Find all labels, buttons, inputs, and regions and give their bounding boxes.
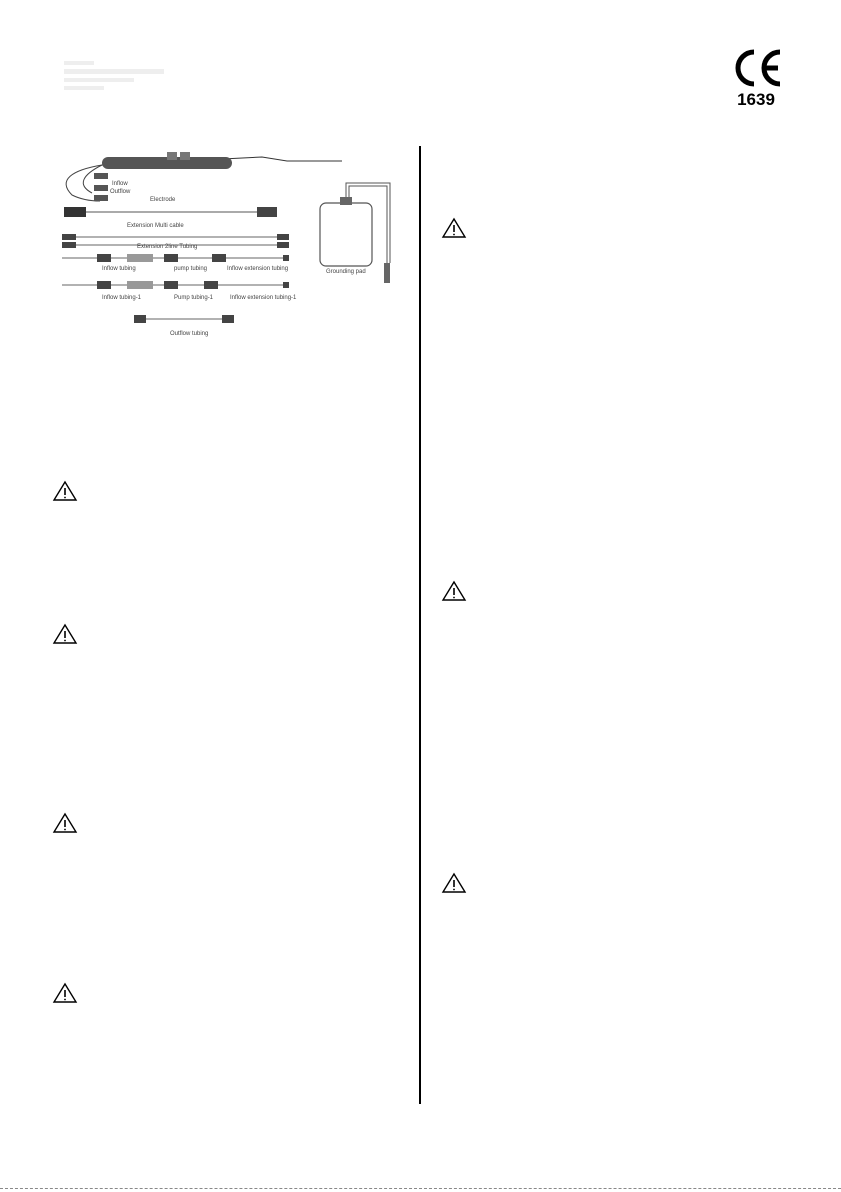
- label-outflow: Outflow: [110, 189, 131, 195]
- label-outflow-tubing: Outflow tubing: [170, 331, 209, 337]
- components-figure: [52, 135, 402, 350]
- label-inflow-tubing-1: Inflow tubing-1: [102, 295, 142, 301]
- inflow-tubing-row-illustration: [62, 254, 289, 262]
- warning-triangle-icon: [52, 480, 78, 502]
- extension-multi-cable-illustration: [64, 207, 277, 217]
- warning-triangle-icon: [52, 982, 78, 1004]
- warning-triangle-icon: [52, 812, 78, 834]
- warning-triangle-icon: [441, 217, 467, 239]
- bottom-page-edge: [0, 1188, 841, 1189]
- label-inflow-tubing: Inflow tubing: [102, 266, 136, 272]
- label-extension-multi-cable: Extension Multi cable: [127, 223, 184, 229]
- inflow-tubing-1-row-illustration: [62, 281, 289, 289]
- label-electrode: Electrode: [150, 197, 176, 203]
- warning-triangle-icon: [441, 872, 467, 894]
- ce-mark-icon: [728, 48, 784, 88]
- label-inflow-extension-tubing: Inflow extension tubing: [227, 266, 289, 272]
- ce-notified-body-number: 1639: [737, 90, 775, 109]
- label-extension-2line-tubing: Extension 2line Tubing: [137, 244, 198, 250]
- label-pump-tubing: pump tubing: [174, 266, 208, 272]
- warning-triangle-icon: [441, 580, 467, 602]
- manufacturer-logo: [60, 55, 170, 100]
- label-pump-tubing-1: Pump tubing-1: [174, 295, 214, 301]
- grounding-pad-illustration: [320, 183, 390, 283]
- electrode-illustration: [66, 152, 342, 201]
- label-inflow-extension-tubing-1: Inflow extension tubing-1: [230, 295, 297, 301]
- label-grounding-pad: Grounding pad: [326, 269, 366, 275]
- outflow-tubing-illustration: [134, 315, 234, 323]
- column-divider: [419, 146, 421, 1104]
- label-inflow: Inflow: [112, 181, 128, 187]
- warning-triangle-icon: [52, 623, 78, 645]
